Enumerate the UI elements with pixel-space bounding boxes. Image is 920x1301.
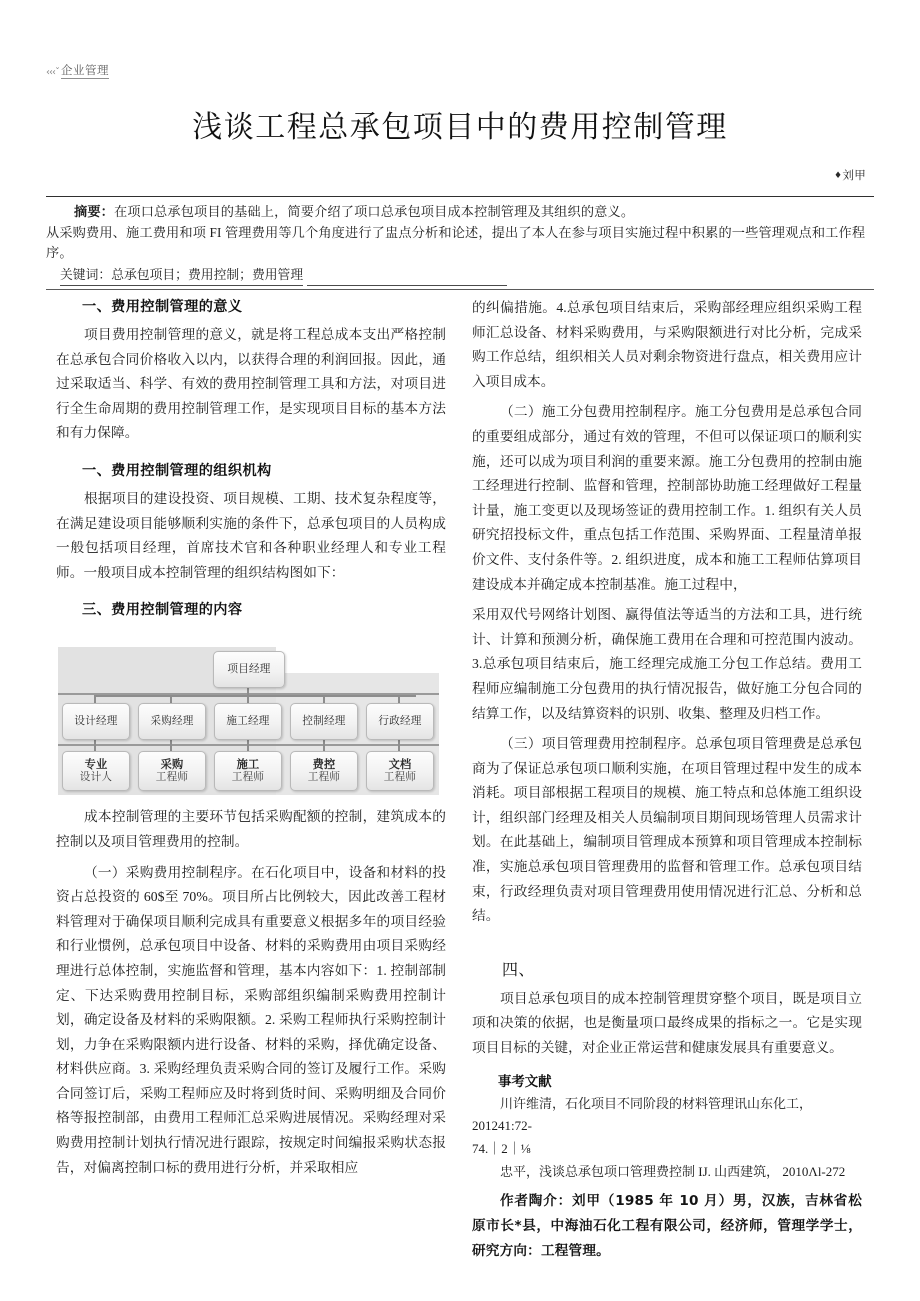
org-node-procurement-manager [138,703,206,740]
paragraph-l1: 项目费用控制管理的意义，就是将工程总成本支出严格控制在总承包合同价格收入以内，以获得合理的利润回报。因此，通过采取适当、科学、有效的费用控制管理工具和方法，对项目进行全生命周期的费用控制管理工作，是实现项目目标的基本方法和有力保障。 [56,327,446,441]
org-node-project-manager [213,651,285,688]
org-node-label-line1: 采购 [160,758,184,772]
org-node-professional-designer [62,751,130,791]
reference-item-1-continued: 74.｜2｜⅛ [472,1140,531,1156]
org-chart-connector-design [94,695,96,703]
paragraph-r4: （三）项目管理费用控制程序。总承包项目管理费是总承包商为了保证总承包项口顺利实施，在项目管理过程中发生的成本消耗。项目部根据工程项目的规模、施工特点和总体施工组织设计，组织部门经理及相关人员编制项目期间现场管理人员需求计划。在此基础上，编制项目管理成本预算和项目管理成本控制标准，实施总承包项目管理费用的监督和管理工作。总承包项目结束，行政经理负责对项目管理费用使用情况进行汇总、分析和总结。 [472,736,862,924]
paragraph-r5: 项目总承包项目的成本控制管理贯穿整个项目，既是项目立项和决策的依据，也是衡量项口最终成果的指标之一。它是实现项目目标的关键，对企业正常运营和健康发展具有重要意义。 [472,990,862,1056]
keywords-row [46,266,874,286]
right-column [472,296,862,1264]
org-chart-figure [58,627,439,795]
paragraph-l3: 成本控制管理的主要环节包括采购配额的控制，建筑成本的控制以及项目管理费用的控制。 [56,809,446,849]
org-node-procurement-engineer [138,751,206,791]
org-node-label-line2: 工程师 [307,771,341,784]
keywords-text: 关键词：总承包项目；费用控制；费用管理 [60,266,303,286]
org-node-cost-control-engineer [290,751,358,791]
org-chart-rule-mid-right [276,744,439,746]
org-node-label-line1: 文档 [388,758,412,772]
reference-item-1: 川许维清，石化项目不同阶段的材料管理讯山东化工，201241:72- [472,1095,813,1133]
org-node-label: 行政经理 [378,715,422,728]
abstract-block [46,196,874,290]
author-bio: 作者陶介：刘甲（1985 年 10 月）男，汉族，吉林省松原市长*县，中海油石化工程有限公司，经济师，管理学学士，研究方向：工程管理。 [472,1192,862,1259]
org-node-label: 控制经理 [302,715,346,728]
paragraph-l4: （一）采购费用控制程序。在石化项目中，设备和材料的投资占总投资的 60$至 70%。项目所占比例较大，因此改善工程材料管理对于确保项目顺利完成具有重要意义根据多年的项目经验和行业惯例，总承包项目中设备、材料的采购费用由项目采购经理进行总体控制，实施监督和管理，基本内容如下：1. 控制部制定、下达采购费用控制目标，采购部组织编制采购费用控制计划，确定设备及材料的采购限额。2. 采购工程师执行采购控制计划，力争在采购限额内进行设备、材料的采购，择优确定设备、材料供应商。3. 采购经理负责采购合同的签订及履行工作。采购合同签订后，采购工程师应及时将到货时间、采购明细及合同价格等报控制部，由费用工程师汇总采购进展情况。采购经理对采购费用控制计划执行情况进行跟踪，按规定时间编报采购状态报告，对偏离控制口标的费用进行分析，并采取相应 [56,864,446,1175]
org-chart-connector-construction [247,695,249,703]
abstract-label: 摘要： [74,204,115,219]
keywords-underline-rule [307,271,507,286]
org-chart-connector-control [323,695,325,703]
org-node-label-line2: 工程师 [231,771,265,784]
org-node-construction-engineer [214,751,282,791]
breadcrumb-label: 企业管理 [61,63,109,77]
author-name: 刘甲 [842,168,866,182]
heading-section-3: 三、费用控制管理的内容 [82,602,243,619]
org-chart-connector-admin [398,695,400,703]
heading-section-2: 一、费用控制管理的组织机构 [82,462,272,479]
org-node-label-line1: 专业 [84,758,108,772]
org-node-label: 采购经理 [150,715,194,728]
org-node-document-engineer [366,751,434,791]
heading-section-1: 一、费用控制管理的意义 [82,299,243,315]
diamond-bullet-icon: ♦ [834,171,843,181]
org-chart-connector-level2-bus [94,695,416,697]
paragraph-r1: 的纠偏措施。4.总承包项目结束后，采购部经理应组织采购工程师汇总设备、材料采购费用，与采购限额进行对比分析，完成采购工作总结，组织相关人员对剩余物资进行盘点，相关费用应计入项目成本。 [472,300,862,389]
left-column [56,296,446,1186]
reference-item-2: 忠平，浅谈总承包项口管理费控制 IJ. 山西建筑， 2010Λl-272 [500,1163,846,1179]
org-node-label: 施工经理 [226,715,270,728]
org-chart-connector-procurement [170,695,172,703]
org-node-control-manager [290,703,358,740]
org-node-design-manager [62,703,130,740]
org-node-construction-manager [214,703,282,740]
abstract-first-line [46,202,874,223]
breadcrumb [46,64,109,79]
org-node-label-line1: 费控 [312,758,336,772]
heading-section-4: 四、 [502,961,535,979]
abstract-text-1: 在项口总承包项目的基础上，简要介绍了项口总承包项目成本控制管理及其组织的意义。 [114,204,635,219]
org-node-label-line2: 工程师 [383,771,417,784]
abstract-text-2: 从采购费用、施工费用和项 FI 管理费用等几个角度进行了盅点分析和论述，提出了本人在参与项目实施过程中积累的一些管理观点和工作程序。 [46,224,866,260]
paragraph-r3: 采用双代号网络计划图、赢得值法等适当的方法和工具，进行统计、计算和预测分析，确保施工费用在合理和可控范围内波动。3.总承包项目结束后，施工经理完成施工分包工作总结。费用工程师应编制施工分包费用的执行情况报告，做好施工分包合同的结算工作，以及结算资料的识别、收集、整理及归档工作。 [472,607,862,721]
author-byline [834,167,866,183]
references-heading: 事考文献 [498,1074,552,1090]
page-title: 浅谈工程总承包项目中的费用控制管理 [192,110,728,145]
paragraph-l2: 根据项目的建设投资、项目规模、工期、技术复杂程度等，在满足建设项目能够顺利实施的条件下，总承包项目的人员构成一般包括项目经理，首席技术官和各种职业经理人和专业工程师。一般项目成本控制管理的组织结构图如下： [56,490,446,580]
org-node-label-line2: 设计人 [79,771,113,784]
chevrons-icon: ‹‹‹ˇ [46,67,59,78]
org-node-label-line2: 工程师 [155,771,189,784]
org-node-label: 设计经理 [74,715,118,728]
org-node-label-line1: 施工 [236,758,260,772]
paragraph-r2: （二）施工分包费用控制程序。施工分包费用是总承包合同的重要组成部分，通过有效的管理，不但可以保证项口的顺利实施，还可以成为项目利润的重要来源。施工分包费用的控制由施工经理进行控制、监督和管理，控制部协助施工经理做好工程量计量，施工变更以及现场签证的费用控制工作。1. 组织有关人员研究招投标文件，重点包括工作范围、采购界面、工程量清单报价文件、支付条件等。2. 组织进度，成本和施工工程师估算项目建设成本并确定成本控制基准。施工过程中， [472,404,862,592]
org-node-label: 项目经理 [227,663,271,676]
org-chart-rule-mid-left [58,744,276,746]
org-node-admin-manager [366,703,434,740]
